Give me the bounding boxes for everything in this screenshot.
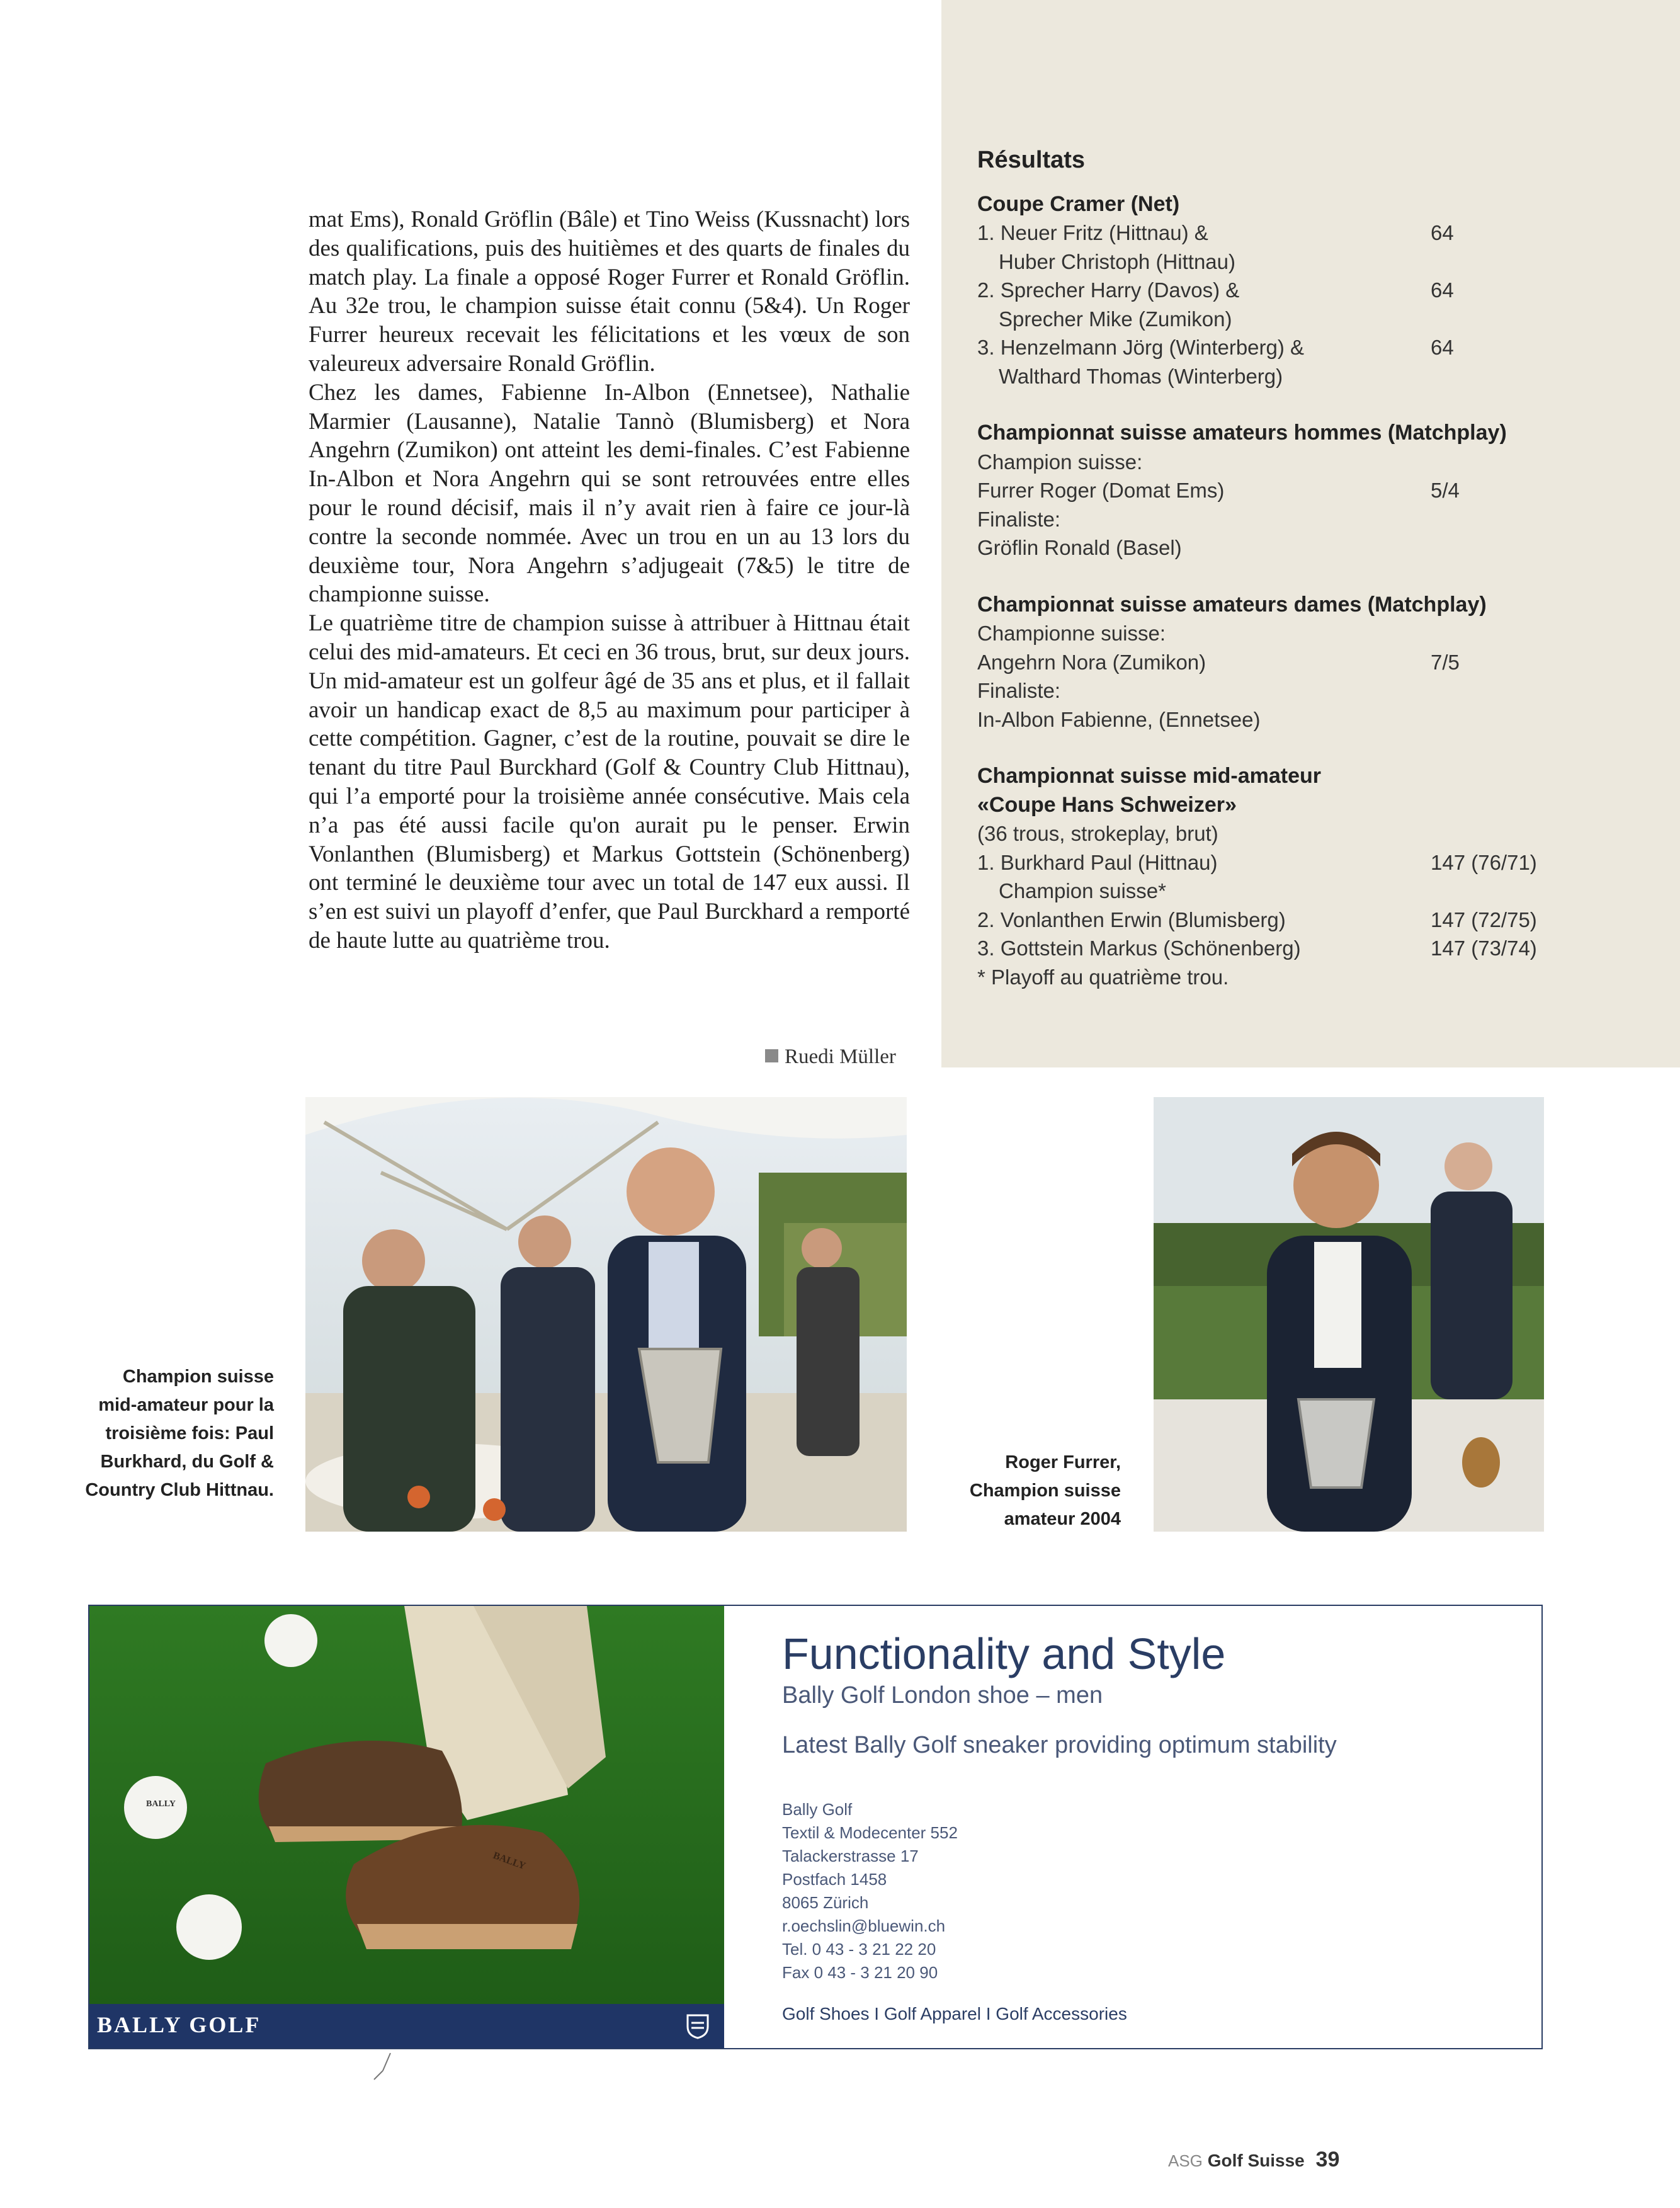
result-row: 1. Burkhard Paul (Hittnau) 147 (76/71) (977, 850, 1537, 874)
section-title: Coupe Cramer (Net) (977, 191, 1180, 216)
stray-pen-mark (372, 2052, 397, 2090)
author-name: Ruedi Müller (785, 1045, 896, 1068)
page-number: 39 (1315, 2148, 1340, 2171)
section-subtitle: «Coupe Hans Schweizer» (977, 792, 1237, 817)
result-line: (36 trous, strokeplay, brut) (977, 822, 1218, 845)
result-label: Championne suisse: (977, 622, 1166, 645)
footer-magazine: Golf Suisse (1207, 2151, 1305, 2170)
article-paragraph: mat Ems), Ronald Gröflin (Bâle) et Tino Weiss (Kussnacht) lors des qualifications, puis des huitièmes et des quarts de finales du match play. La finale a opposé Roger Furrer et Ronald Gröflin. Au 32e trou, le champion suisse était connu (5&4). Un Roger Furrer heureux recevait les félicitations et les vœux de son valeureux adversaire Ronald Gröflin. (309, 207, 910, 377)
ad-address: Bally Golf Textil & Modecenter 552 Talackerstrasse 17 Postfach 1458 8065 Zürich r.oechslin@bluewin.ch Tel. 0 43 - 3 21 22 20 Fax 0 43 - 3 21 20 90 (782, 1798, 1337, 1984)
byline (765, 1045, 896, 1069)
ad-text-block (782, 1627, 1337, 1984)
result-row: 2. Sprecher Harry (Davos) & 64 (977, 278, 1454, 302)
result-partner: Champion suisse* (999, 879, 1166, 902)
article-body (309, 205, 910, 955)
footer-asg: ASG (1168, 2151, 1203, 2170)
photo-roger-furrer (1154, 1097, 1544, 1532)
square-bullet-icon (765, 1049, 778, 1062)
golf-ball-label: BALLY (146, 1799, 176, 1809)
result-row: Angehrn Nora (Zumikon) 7/5 (977, 650, 1460, 674)
result-partner: Walthard Thomas (Winterberg) (999, 364, 1283, 388)
article-paragraph: Chez les dames, Fabienne In-Albon (Ennetsee), Nathalie Marmier (Lausanne), Natalie Tannò (Blumisberg) et Nora Angehrn (Zumikon) ont atteint les demi-finales. C’est Fabienne In-Albon et Nora Angehrn qui se sont retrouvées entre elles pour le round décisif, mais il n’y avait rien à faire ce jour-là contre la seconde nommée. Avec un trou en un au 13 lors du deuxième tour, Nora Angehrn s’adjugeait (7&5) le titre de championne suisse. (309, 379, 910, 608)
ad-subtitle: Bally Golf London shoe – men (782, 1682, 1103, 1709)
results-title: Résultats (977, 147, 1086, 173)
results-hommes (977, 419, 1544, 562)
results-dames (977, 591, 1544, 734)
result-label: Champion suisse: (977, 450, 1143, 474)
result-footnote: * Playoff au quatrième trou. (977, 965, 1229, 989)
caption-left: Champion suisse mid-amateur pour la troisième fois: Paul Burkhard, du Golf & Country Club Hittnau. (85, 1367, 274, 1500)
ad-email-link[interactable]: r.oechslin@bluewin.ch (782, 1916, 946, 1935)
bally-advertisement[interactable] (88, 1605, 1543, 2049)
result-row: Furrer Roger (Domat Ems) 5/4 (977, 479, 1460, 502)
ad-tagline: Latest Bally Golf sneaker providing optimum stability (782, 1732, 1337, 1758)
section-title: Championnat suisse amateurs hommes (Matchplay) (977, 421, 1507, 445)
article-paragraph: Le quatrième titre de champion suisse à attribuer à Hittnau était celui des mid-amateurs. Et ceci en 36 trous, brut, sur deux jours. Un mid-amateur est un golfeur âgé de 35 ans et plus, et il fallait avoir un handicap exact de 8,5 au maximum pour participer à cette compétition. Gagner, c’est de la routine, pouvait se dire le tenant du titre Paul Burckhard (Golf & Country Club Hittnau), qui l’a emporté pour la troisième année consécutive. Mais cela n’a pas été aussi facile qu'on aurait pu le penser. Erwin Vonlanthen (Blumisberg) et Markus Gottstein (Schönenberg) ont terminé le deuxième tour avec un total de 147 eux aussi. Il s’en est suivi un playoff d’enfer, que Paul Burckhard a remporté de haute lutte au quatrième trou. (309, 610, 910, 953)
result-line: Gröflin Ronald (Basel) (977, 536, 1182, 559)
result-line: In-Albon Fabienne, (Ennetsee) (977, 707, 1261, 731)
results-coupe-cramer (977, 190, 1544, 391)
ad-headline: Functionality and Style (782, 1629, 1226, 1678)
section-title: Championnat suisse mid-amateur (977, 764, 1322, 788)
photo-paul-burkhard (305, 1097, 907, 1532)
shoe-label: BALLY (491, 1850, 527, 1872)
result-row: 3. Henzelmann Jörg (Winterberg) & 64 (977, 336, 1454, 359)
section-title: Championnat suisse amateurs dames (Matchplay) (977, 592, 1487, 617)
caption-right: Roger Furrer, Champion suisse amateur 2004 (969, 1452, 1121, 1529)
result-row: 3. Gottstein Markus (Schönenberg) 147 (73/74) (977, 936, 1537, 960)
result-row: 1. Neuer Fritz (Hittnau) & 64 (977, 221, 1454, 244)
bally-golf-logo: BALLY GOLF (97, 2012, 261, 2037)
result-partner: Huber Christoph (Hittnau) (999, 249, 1235, 273)
bally-crest-icon (685, 2013, 710, 2042)
ad-shoe-photo (89, 1606, 724, 2004)
result-label: Finaliste: (977, 679, 1061, 702)
ad-product-lines: Golf Shoes I Golf Apparel I Golf Accessories (782, 2004, 1127, 2023)
result-row: 2. Vonlanthen Erwin (Blumisberg) 147 (72/75) (977, 908, 1537, 931)
results-box (977, 146, 1544, 1020)
ad-brand-bar (89, 2004, 724, 2048)
result-label: Finaliste: (977, 507, 1061, 531)
page-footer (1168, 2148, 1339, 2172)
results-mid-amateur (977, 762, 1544, 991)
result-partner: Sprecher Mike (Zumikon) (999, 307, 1232, 331)
